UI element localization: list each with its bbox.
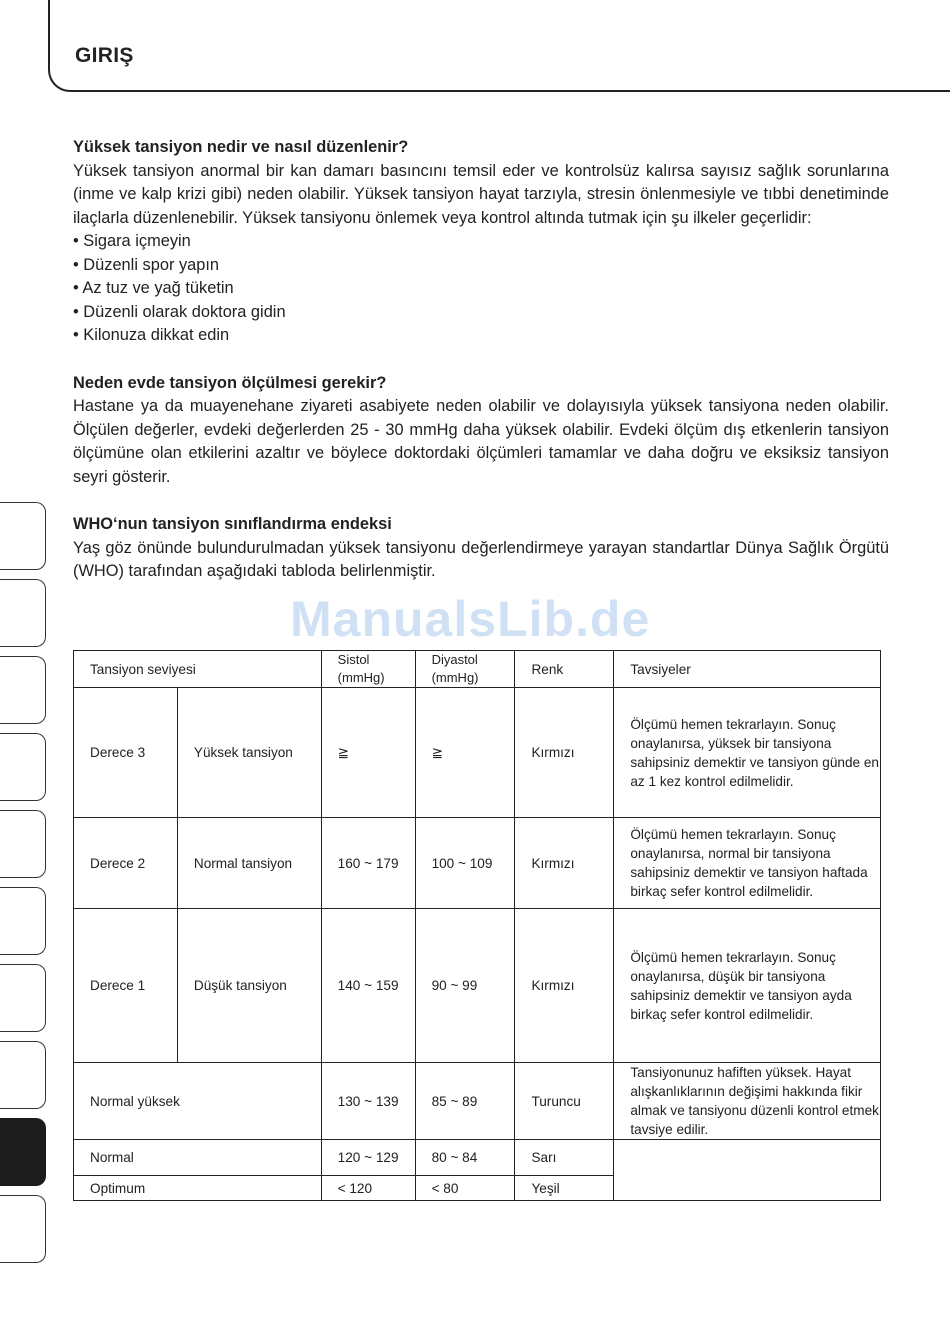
side-tab-7[interactable] [0, 964, 46, 1032]
cell-diastolic: 90 ~ 99 [415, 909, 515, 1063]
cell-label: Düşük tansiyon [177, 909, 321, 1063]
table-row [74, 688, 881, 818]
cell-systolic: ≧ [321, 688, 415, 818]
watermark: ManualsLib.de [290, 591, 651, 647]
cell-grade: Derece 2 [74, 818, 178, 909]
cell-label: Normal tansiyon [177, 818, 321, 909]
side-tab-8[interactable] [0, 1041, 46, 1109]
page-title: GIRIŞ [75, 44, 134, 67]
cell-diastolic: 80 ~ 84 [415, 1140, 515, 1176]
cell-label: Yüksek tansiyon [177, 688, 321, 818]
cell-color: Kırmızı [515, 688, 614, 818]
section-what-is-hypertension [73, 136, 889, 348]
list-item: • Sigara içmeyin [73, 230, 889, 254]
side-tab-4[interactable] [0, 733, 46, 801]
table-header-row [74, 651, 881, 688]
cell-diastolic: ≧ [415, 688, 515, 818]
side-tab-9-active[interactable] [0, 1118, 46, 1186]
table-row [74, 1063, 881, 1140]
section-heading: WHO‘nun tansiyon sınıflandırma endeksi [73, 515, 392, 533]
side-tab-3[interactable] [0, 656, 46, 724]
tips-list [73, 230, 889, 348]
cell-advice: Ölçümü hemen tekrarlayın. Sonuç onaylanırsa, düşük bir tansiyona sahipsiniz demektir ve tansiyon ayda birkaç sefer kontrol edilmelidir. [614, 909, 881, 1063]
cell-systolic: 160 ~ 179 [321, 818, 415, 909]
cell-advice-empty [614, 1140, 881, 1201]
section-body: Hastane ya da muayenehane ziyareti asabiyete neden olabilir ve dolayısıyla yüksek tansiyona neden olabilir. Ölçülen değerler, evdeki değerlerden 25 - 30 mmHg daha yüksek olabilir. Evdeki ölçüm dış etkenlerin tansiyon ölçümüne olan etkilerini azaltır ve böylece doktordaki ölçümleri tamamlar ve daha doğru ve eksiksiz tansiyon seyri gösterir. [73, 397, 889, 486]
list-item: • Düzenli olarak doktora gidin [73, 301, 889, 325]
side-tab-2[interactable] [0, 579, 46, 647]
side-tab-5[interactable] [0, 810, 46, 878]
cell-systolic: < 120 [321, 1176, 415, 1201]
main-content [73, 136, 889, 608]
cell-color: Kırmızı [515, 818, 614, 909]
cell-grade: Optimum [74, 1176, 322, 1201]
list-item: • Az tuz ve yağ tüketin [73, 277, 889, 301]
side-tab-6[interactable] [0, 887, 46, 955]
side-tab-strip [0, 502, 48, 1272]
section-body: Yüksek tansiyon anormal bir kan damarı basıncını temsil eder ve kontrolsüz kalırsa sayısız sağlık sorunlarına (inme ve kalp krizi gibi) neden olabilir. Yüksek tansiyon hayat tarzıyla, stresin önlenmesiyle ve tıbbi denetiminde ilaçlarla düzenlenebilir. Yüksek tansiyonu önlemek veya kontrol altında tutmak için şu ilkeler geçerlidir: [73, 161, 889, 227]
cell-grade: Derece 1 [74, 909, 178, 1063]
table-row [74, 1140, 881, 1176]
cell-advice: Ölçümü hemen tekrarlayın. Sonuç onaylanırsa, normal bir tansiyona sahipsiniz demektir ve tansiyon haftada birkaç sefer kontrol edilmelidir. [614, 818, 881, 909]
header-frame [48, 0, 950, 92]
header-diastolic: Diyastol (mmHg) [415, 651, 515, 688]
side-tab-10[interactable] [0, 1195, 46, 1263]
cell-grade: Derece 3 [74, 688, 178, 818]
list-item: • Kilonuza dikkat edin [73, 324, 889, 348]
cell-grade: Normal [74, 1140, 322, 1176]
cell-color: Sarı [515, 1140, 614, 1176]
header-level: Tansiyon seviyesi [74, 651, 322, 688]
header-advice: Tavsiyeler [614, 651, 881, 688]
cell-color: Kırmızı [515, 909, 614, 1063]
cell-systolic: 130 ~ 139 [321, 1063, 415, 1140]
cell-diastolic: 85 ~ 89 [415, 1063, 515, 1140]
header-color: Renk [515, 651, 614, 688]
cell-diastolic: 100 ~ 109 [415, 818, 515, 909]
cell-color: Turuncu [515, 1063, 614, 1140]
header-systolic: Sistol (mmHg) [321, 651, 415, 688]
table-row [74, 909, 881, 1063]
cell-advice: Ölçümü hemen tekrarlayın. Sonuç onaylanırsa, yüksek bir tansiyona sahipsiniz demektir ve tansiyon günde en az 1 kez kontrol edilmelidir. [614, 688, 881, 818]
section-body: Yaş göz önünde bulundurulmadan yüksek tansiyonu değerlendirmeye yarayan standartlar Dünya Sağlık Örgütü (WHO) tarafından aşağıdaki tabloda belirlenmiştir. [73, 538, 889, 580]
side-tab-1[interactable] [0, 502, 46, 570]
section-heading: Neden evde tansiyon ölçülmesi gerekir? [73, 373, 387, 392]
table-row [74, 818, 881, 909]
cell-grade: Normal yüksek [74, 1063, 322, 1140]
list-item: • Düzenli spor yapın [73, 254, 889, 278]
who-classification-table [73, 650, 881, 1201]
cell-systolic: 120 ~ 129 [321, 1140, 415, 1176]
section-heading: Yüksek tansiyon nedir ve nasıl düzenlenir? [73, 138, 409, 156]
cell-color: Yeşil [515, 1176, 614, 1201]
cell-systolic: 140 ~ 159 [321, 909, 415, 1063]
cell-advice: Tansiyonunuz hafiften yüksek. Hayat alışkanlıklarının değişimi hakkında fikir almak ve tansiyonu düzenli kontrol etmek tavsiye edilir. [614, 1063, 881, 1140]
section-home-measurement [73, 372, 889, 490]
section-who-index [73, 513, 889, 584]
cell-diastolic: < 80 [415, 1176, 515, 1201]
